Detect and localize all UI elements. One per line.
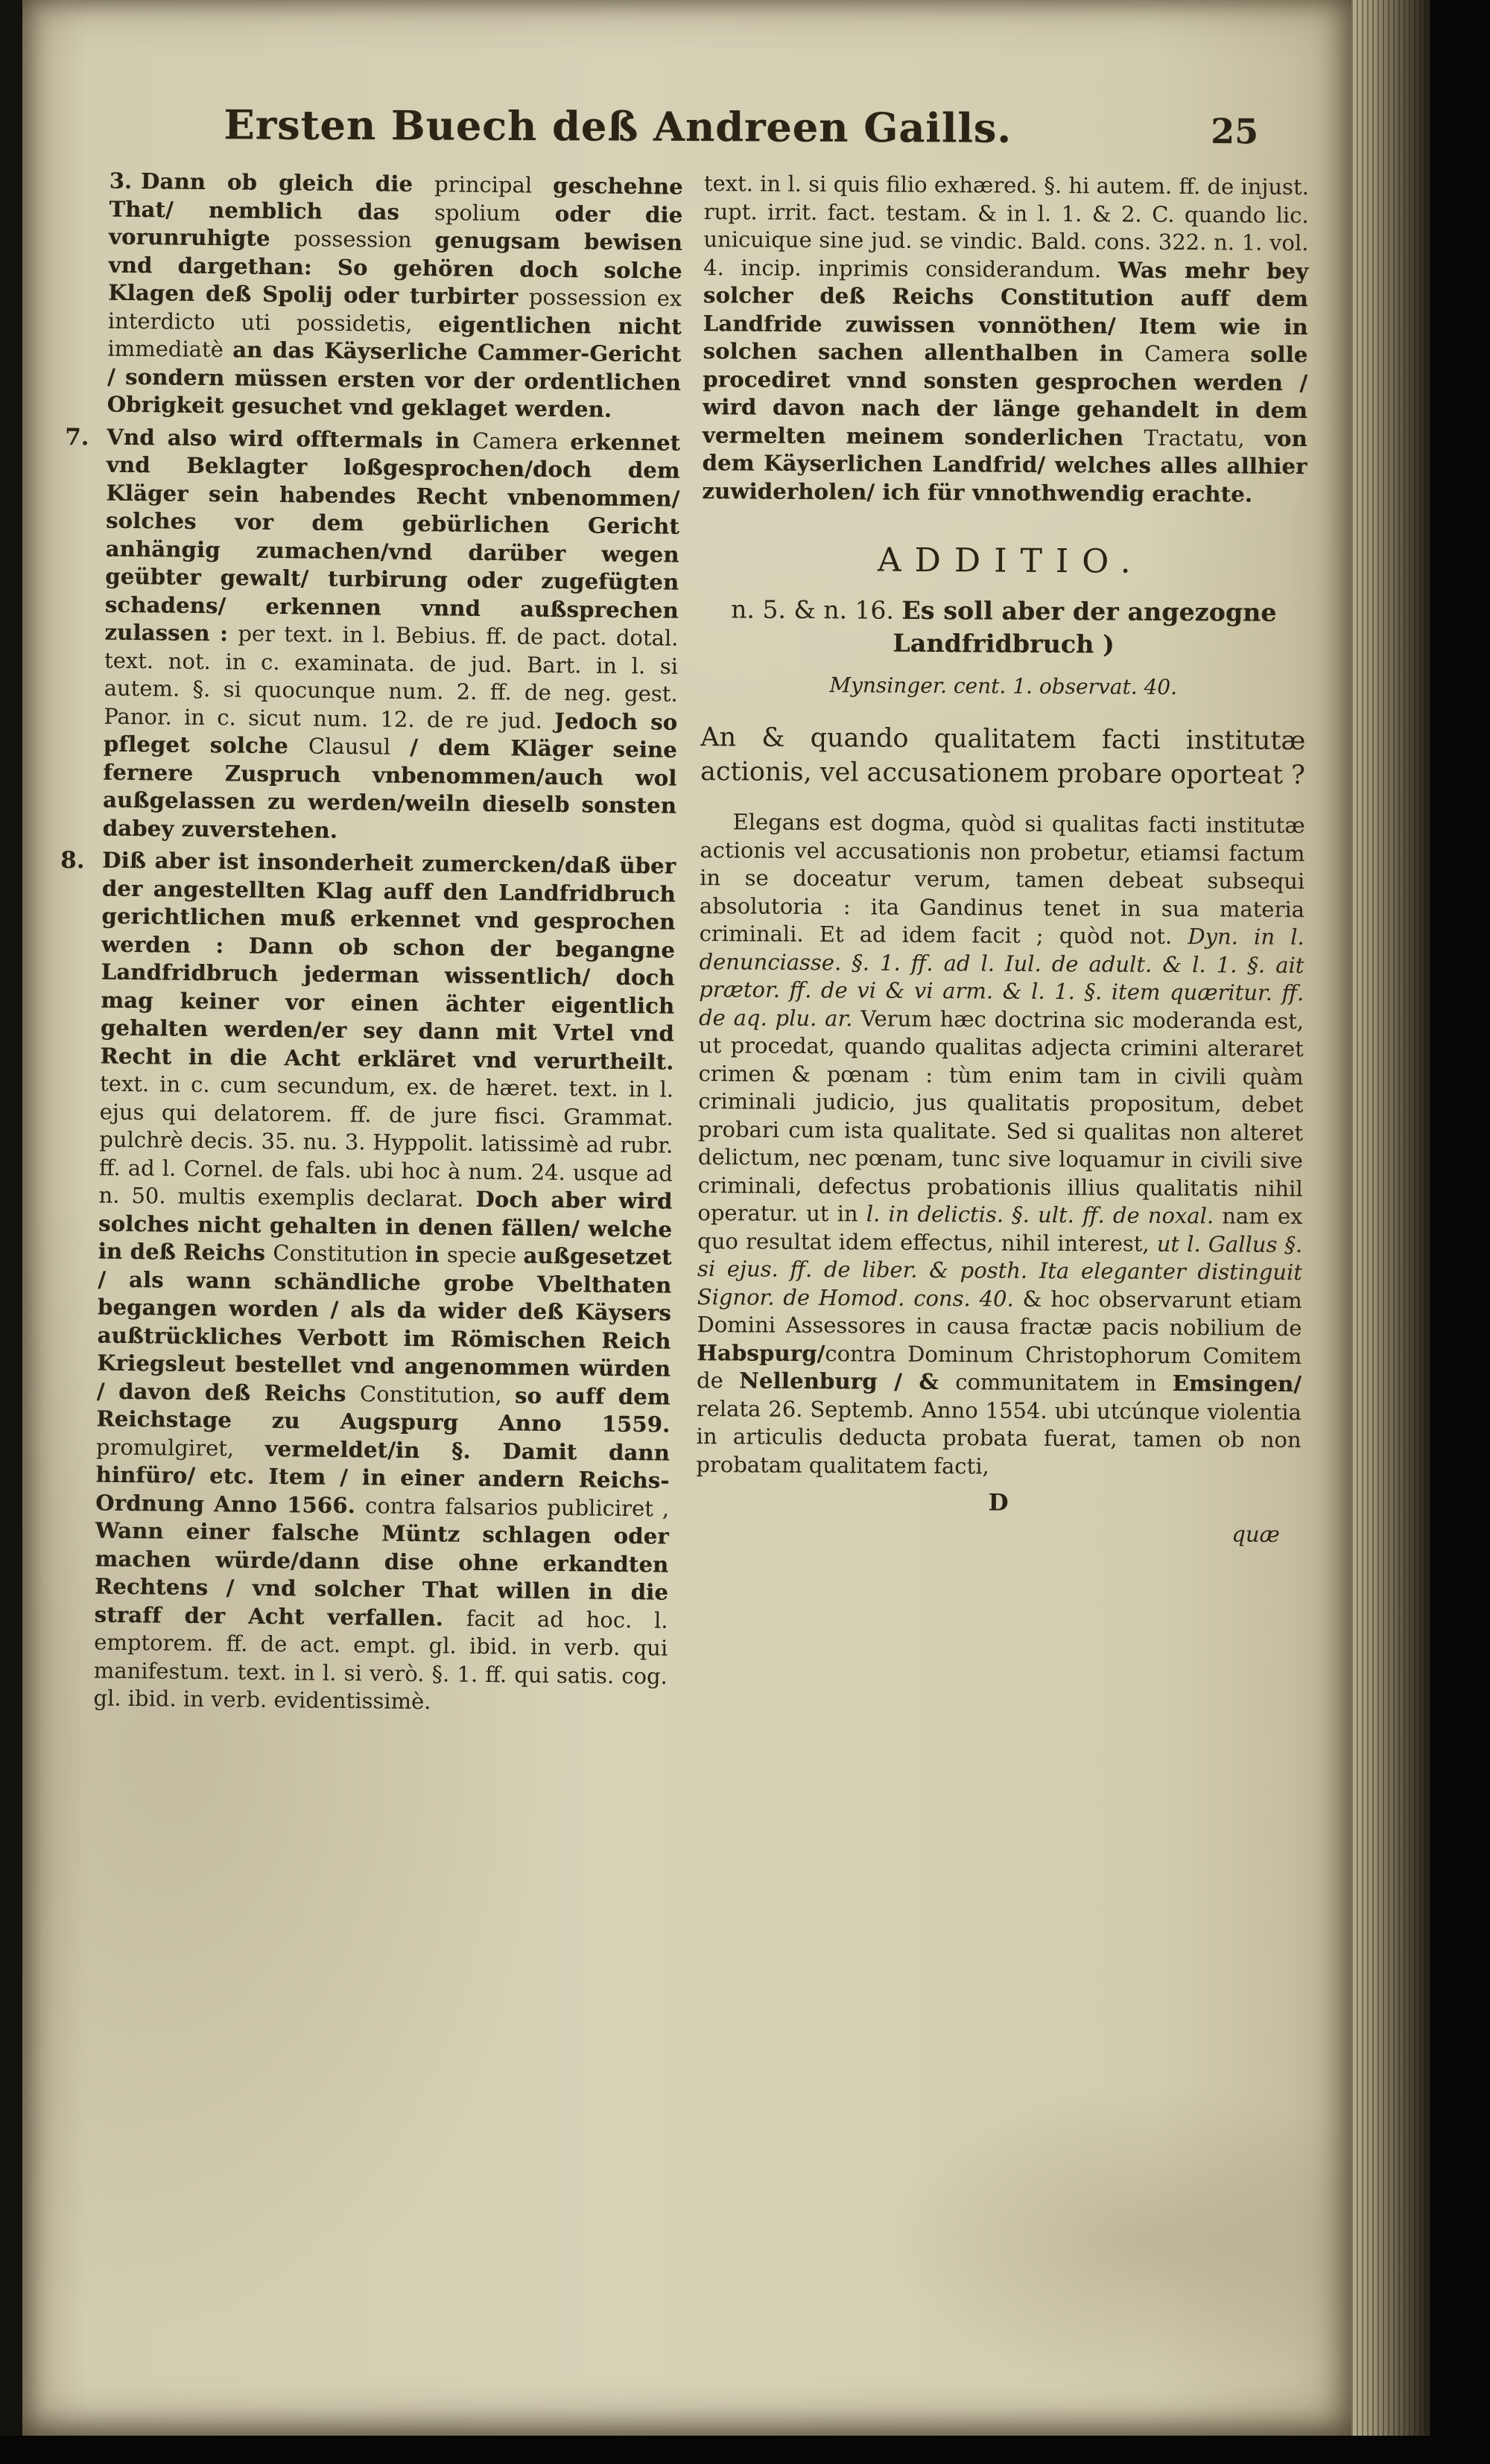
paragraph-text: Dann ob gleich die principal geschehne That/ nemblich das spolium oder die vorunruhigte possession genugsam bewisen vnd dargethan: So gehören doch solche Klagen deß Spolij oder turbirter possession ex interdicto uti possidetis, eigentlichen nicht immediatè an das Käyserliche Cammer-Gericht / sondern müssen ersten vor der ordentlichen Obrigkeit gesuchet vnd geklaget werden.	[107, 168, 683, 422]
paragraph-text: Diß aber ist insonderheit zumercken/daß über der angestellten Klag auff den Landfridbruch gerichtlichen muß erkennet vnd gesprochen werden : Dann ob schon der begangne Landfridbruch jederman wissentlich/ doch mag keiner vor einen ächter eigentlich gehalten werden/er sey dann mit Vrtel vnd Recht in die Acht erkläret vnd verurtheilt. text. in c. cum secundum, ex. de hæret. text. in l. ejus qui delatorem. ff. de jure fisci. Grammat. pulchrè decis. 35. nu. 3. Hyppolit. latissimè ad rubr. ff. ad l. Cornel. de fals. ubi hoc à num. 24. usque ad n. 50. multis exemplis declarat. Doch aber wird solches nicht gehalten in denen fällen/ welche in deß Reichs Constitution in specie außgesetzet / als wann schändliche grobe Vbelthaten begangen worden / als da wider deß Käysers außtrückliches Verbott im Römischen Reich Kriegsleut bestellet vnd angenommen würden / davon deß Reichs Constitution, so auff dem Reichstage zu Augspurg Anno 1559. promulgiret, vermeldet/in §. Damit dann hinfüro/ etc. Item / in einer andern Reichs-Ordnung Anno 1566. contra falsarios publiciret , Wann einer falsche Müntz schlagen oder machen würde/dann dise ohne erkandten Rechtens / vnd solcher That willen in die straff der Acht verfallen. facit ad hoc. l. emptorem. ff. de act. empt. gl. ibid. in verb. qui manifestum. text. in l. si verò. §. 1. ff. qui satis. cog. gl. ibid. in verb. evidentissimè.	[93, 847, 676, 1715]
paragraph-3	[107, 168, 682, 425]
scan-border-bottom	[0, 2436, 1490, 2464]
paragraph-number: 7.	[65, 423, 89, 451]
paragraph-text: Vnd also wird offtermals in Camera erkennet vnd Beklagter loßgesprochen/doch dem Kläger sein habendes Recht vnbenommen/ solches vor dem gebürlichen Gericht anhängig zumachen/vnd darüber wegen geübter gewalt/ turbirung oder zugefügten schadens/ erkennen vnnd außsprechen zulassen : per text. in l. Bebius. ff. de pact. dotal. text. not. in c. examinata. de jud. Bart. in l. si autem. §. si quocunque num. 2. ff. de neg. gest. Panor. in c. sicut num. 12. de re jud. Jedoch so pfleget solche Clausul / dem Kläger seine fernere Zuspruch vnbenommen/auch wol außgelassen zu werden/weiln dieselb sonsten dabey zuverstehen.	[102, 424, 681, 843]
paragraph-text: text. in l. si quis filio exhæred. §. hi autem. ff. de injust. rupt. irrit. fact. testam. & in l. 1. & 2. C. quando lic. unicuique sine jud. se vindic. Bald. cons. 322. n. 1. vol. 4. incip. inprimis considerandum. Was mehr bey solcher deß Reichs Constitution auff dem Landfride zuwissen vonnöthen/ Item wie in solchen sachen allenthalben in Camera solle procediret vnnd sonsten gesprochen werden / wird davon nach der länge gehandelt in dem vermelten meinem sonderlichen Tractatu, von dem Käyserlichen Landfrid/ welches alles allhier zuwiderholen/ ich für vnnothwendig erachte.	[702, 171, 1309, 507]
right-column	[696, 170, 1309, 1549]
additio-citation: Mynsinger. cent. 1. observat. 40.	[829, 672, 1178, 699]
page-number: 25	[1211, 111, 1259, 152]
paragraph-number: 8.	[60, 846, 85, 874]
catchword: quæ	[1231, 1520, 1280, 1547]
continuation-paragraph	[702, 170, 1309, 509]
additio-subheading: n. 5. & n. 16. Es soll aber der angezogne Landfridbruch )	[731, 594, 1277, 658]
left-column	[60, 168, 683, 1723]
book-fore-edge-pages	[1351, 0, 1430, 2464]
additio-heading: ADDITIO.	[877, 541, 1144, 581]
paragraph-8	[60, 846, 676, 1718]
paragraph-7	[65, 423, 681, 848]
scan-border-right	[1430, 0, 1490, 2464]
running-header: Ersten Buech deß Andreen Gaills.	[224, 101, 1012, 152]
additio-question: An & quando qualitatem facti institutæ actionis, vel accusationem probare oporteat ?	[700, 723, 1306, 791]
paragraph-number: 3.	[109, 168, 133, 194]
additio-body: Elegans est dogma, quòd si qualitas facti institutæ actionis vel accusationis non probetur, etiamsi factum in se doceatur verum, tamen debeat subsequi absolutoria : ita Gandinus tenet in sua materia criminali. Et ad idem facit ; quòd not. Dyn. in l. denunciasse. §. 1. ff. ad l. Iul. de adult. & l. 1. §. ait prætor. ff. de vi & vi arm. & l. 1. §. item quæritur. ff. de aq. plu. ar. Verum hæc doctrina sic moderanda est, ut procedat, quando qualitas adjecta crimini alteraret crimen & pœnam : tùm enim tam in civili quàm criminali judicio, jus qualitatis propositum, debet probari cum ista qualitate. Sed si qualitas non alteret delictum, nec pœnam, tunc sive loquamur in civili sive criminali, defectus probationis illius qualitatis nihil operatur. ut in l. in delictis. §. ult. ff. de noxal. nam ex quo resultat idem effectus, nihil interest, ut l. Gallus §. si ejus. ff. de liber. & posth. Ita eleganter distinguit Signor. de Homod. cons. 40. & hoc observarunt etiam Domini Assessores in causa fractæ pacis nobilium de Habspurg/contra Dominum Christophorum Comitem de Nellenburg / & communitatem in Emsingen/ relata 26. Septemb. Anno 1554. ubi utcúnque violentia in articulis deducta probata fuerat, tamen ob non probatam qualitatem facti,	[696, 809, 1305, 1479]
page-paper	[22, 0, 1351, 2436]
signature-mark: D	[988, 1489, 1009, 1517]
page-content	[12, 0, 1351, 2439]
additio-section	[696, 541, 1307, 1549]
